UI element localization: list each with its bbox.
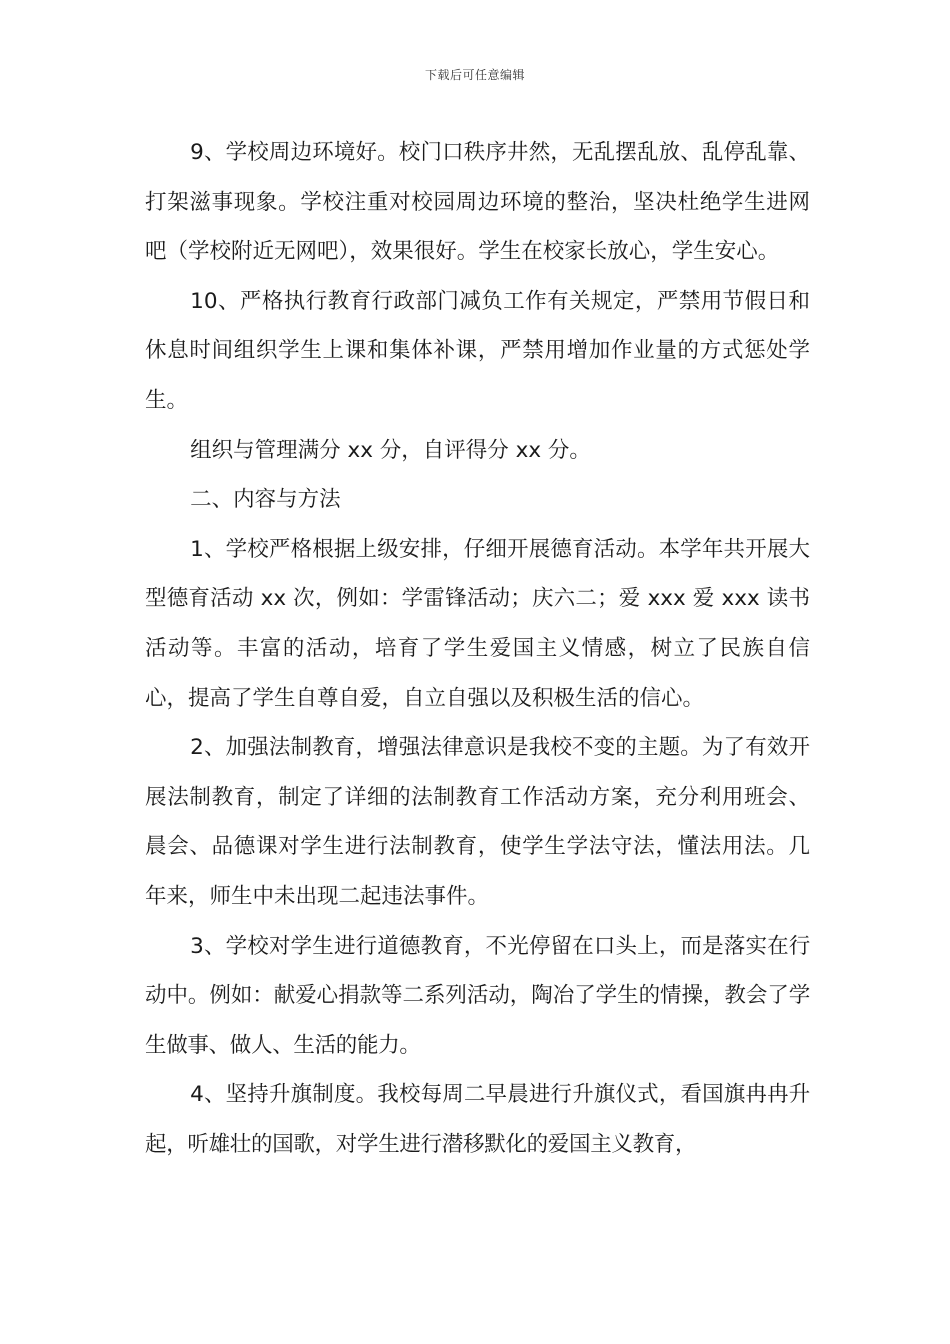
paragraph-item-9: 9、学校周边环境好。校门口秩序井然，无乱摆乱放、乱停乱靠、打架滋事现象。学校注重对校园周边环境的整治，坚决杜绝学生进网吧（学校附近无网吧），效果很好。学生在校家长放心，学生安心。 xyxy=(145,140,810,265)
document-body xyxy=(145,128,810,1169)
paragraph-item-3: 3、学校对学生进行道德教育，不光停留在口头上，而是落实在行动中。例如：献爱心捐款等二系列活动，陶冶了学生的情操，教会了学生做事、做人、生活的能力。 xyxy=(145,933,810,1058)
paragraph-item-10: 10、严格执行教育行政部门减负工作有关规定，严禁用节假日和休息时间组织学生上课和集体补课，严禁用增加作业量的方式惩处学生。 xyxy=(145,288,810,413)
section-heading: 二、内容与方法 xyxy=(190,487,341,513)
paragraph-item-4: 4、坚持升旗制度。我校每周二早晨进行升旗仪式，看国旗冉冉升起，听雄壮的国歌，对学生进行潜移默化的爱国主义教育， xyxy=(145,1082,810,1157)
score-summary: 组织与管理满分 xx 分，自评得分 xx 分。 xyxy=(190,437,591,463)
paragraph-item-1: 1、学校严格根据上级安排，仔细开展德育活动。本学年共开展大型德育活动 xx 次，例如：学雷锋活动；庆六二；爱 xxx 爱 xxx 读书活动等。丰富的活动，培育了学生爱国主义情感，树立了民族自信心，提高了学生自尊自爱，自立自强以及积极生活的信心。 xyxy=(145,536,810,711)
paragraph-item-2: 2、加强法制教育，增强法律意识是我校不变的主题。为了有效开展法制教育，制定了详细的法制教育工作活动方案，充分利用班会、晨会、品德课对学生进行法制教育，使学生学法守法，懂法用法。几年来，师生中未出现二起违法事件。 xyxy=(145,735,810,909)
page-header: 下载后可任意编辑 xyxy=(424,68,525,82)
